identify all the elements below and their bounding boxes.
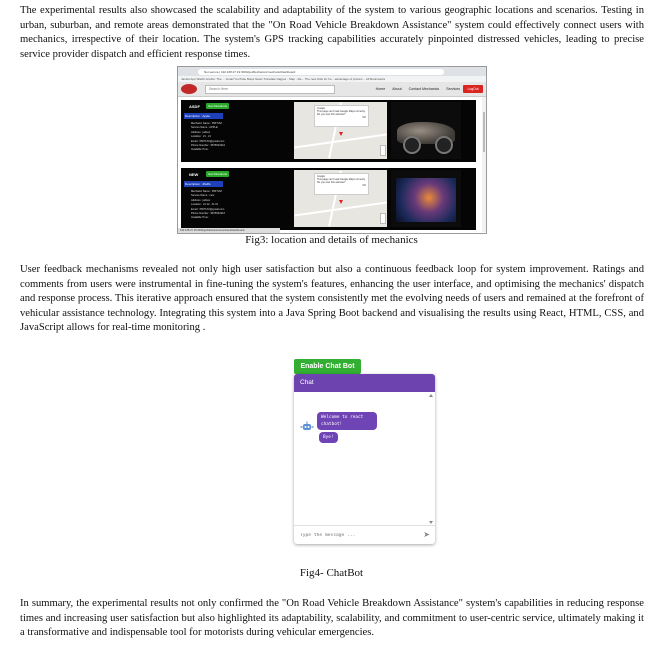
chat-scrollbar[interactable] bbox=[429, 394, 433, 524]
url-field[interactable]: Not secure | 192.168.27.19:3000/getMechanics/mechanicDashboard bbox=[198, 69, 444, 75]
browser-status-bar: 192.168.27.19:3000/getMechanics/mechanicDashboard bbox=[178, 228, 280, 233]
bot-message: Welcome to react chatbot! bbox=[317, 412, 377, 430]
wheel-icon bbox=[403, 136, 421, 154]
map-error-dialog bbox=[314, 105, 369, 127]
detail-line: Available Time : bbox=[191, 216, 210, 220]
message-input[interactable] bbox=[300, 530, 410, 540]
get-directions-button[interactable]: Get Directions bbox=[208, 172, 228, 176]
map-view[interactable] bbox=[294, 170, 387, 227]
scroll-down-icon[interactable] bbox=[429, 521, 433, 524]
search-input[interactable]: Search Here bbox=[205, 85, 335, 94]
detail-line: Location : 21.12 , 21.01 bbox=[191, 203, 219, 207]
enable-chatbot-button[interactable]: Enable Chat Bot bbox=[294, 359, 361, 374]
detail-line: Mechanic Name : PRITHVI bbox=[191, 122, 223, 125]
app-logo[interactable] bbox=[181, 84, 197, 94]
get-directions-button[interactable]: Get Directions bbox=[208, 104, 228, 108]
nav-about[interactable]: About bbox=[392, 87, 402, 91]
location-pin-icon bbox=[339, 132, 343, 136]
mechanic-description: Description : dfsdfs bbox=[184, 181, 223, 187]
figure-chatbot bbox=[293, 359, 436, 544]
mechanic-photo bbox=[391, 170, 461, 227]
mechanic-details bbox=[191, 122, 225, 153]
mechanic-description: Description : Apple bbox=[184, 113, 223, 119]
mechanic-card bbox=[181, 100, 476, 162]
detail-line: Address : jalloun bbox=[191, 130, 211, 134]
detail-line: Service Name : APPLE bbox=[191, 126, 218, 130]
map-popup-title: Google bbox=[317, 107, 326, 110]
bot-avatar-icon bbox=[300, 421, 314, 433]
map-zoom-control[interactable] bbox=[380, 145, 386, 156]
browser-address-bar bbox=[178, 67, 486, 76]
nav-services[interactable]: Services bbox=[446, 87, 460, 91]
figure-4-caption: Fig4- ChatBot bbox=[299, 567, 364, 579]
map-popup-text: This page can't load Google Maps correctly. bbox=[317, 178, 366, 181]
detail-line: Location : 21 , 21 bbox=[191, 135, 211, 139]
paragraph-summary: In summary, the experimental results not only confirmed the "On Road Vehicle Breakdown Assistance" system's capabilities in reducing response times and increasing user satisfaction but also highlighted its adaptability, scalability, and commitment to user-centric service, ultimately making it a transformative and indispensable tool for motorists during vehicular emergencies. bbox=[20, 598, 644, 639]
map-popup-ok-button[interactable]: OK bbox=[362, 184, 366, 187]
detail-line: Service Name : new bbox=[191, 194, 215, 198]
map-popup-sub: Do you own this website? bbox=[317, 113, 346, 116]
scene-image-icon bbox=[396, 178, 456, 222]
chat-input-bar bbox=[294, 525, 435, 544]
paragraph-feedback: User feedback mechanisms revealed not only high user satisfaction but also a continuous feedback loop for system improvement. Ratings and comments from users were instrumental in fine-tuning the system's features, enhancing the user interface, and optimising the mechanics' dispatch and response process. This iterative approach ensured that the system consistently met the evolving needs of users and remained at the forefront of vehicular assistance technology. Integrating this system into a Java Spring Boot backend and visualising the results using React, HTML, CSS, and JavaScript allows for real-time monitoring . bbox=[20, 264, 644, 334]
chat-header: Chat bbox=[294, 374, 435, 392]
app-navbar bbox=[178, 82, 486, 97]
detail-line: Address : jalloun bbox=[191, 198, 211, 202]
detail-line: Mechanic Name : PRITHVI bbox=[191, 190, 223, 193]
chat-window bbox=[294, 374, 435, 544]
mechanic-details bbox=[191, 190, 225, 221]
bookmarks-bar[interactable]: Jamkit App Watch Anubis: The ... Gmail YouTube Maps News Translate Nagpur - Map - Re... The new Kids for ho... advantage of prolunc... All Bookmarks bbox=[178, 76, 486, 82]
mechanic-card-title: NEW bbox=[189, 172, 199, 177]
nav-links bbox=[370, 82, 460, 96]
location-pin-icon bbox=[339, 200, 343, 204]
figure-mechanics-dashboard bbox=[177, 66, 487, 234]
paragraph-results: The experimental results also showcased the scalability and adaptability of the system to various geographic locations and scenarios. Testing in urban, suburban, and remote areas demonstrated that the "On Road Vehicle Breakdown Assistance" system could effectively connect users with mechanics, irrespective of their location. The system's GPS tracking capabilities accurately pinpointed distressed vehicles, leading to precise service provider dispatch and efficient response times. bbox=[20, 5, 644, 60]
detail-line: Email : PRITHVI@gmail.com bbox=[191, 139, 225, 143]
detail-line: Phone Number : 9876543210 bbox=[191, 212, 226, 216]
detail-line: Email : PRITHVI@gmail.com bbox=[191, 207, 225, 211]
map-error-dialog bbox=[314, 173, 369, 195]
map-popup-ok-button[interactable]: OK bbox=[362, 116, 366, 119]
nav-contact-mechanics[interactable]: Contact Mechanics bbox=[408, 87, 440, 91]
send-icon[interactable]: ➤ bbox=[423, 530, 430, 539]
logout-button[interactable]: LogOut bbox=[463, 85, 483, 93]
map-popup-text: This page can't load Google Maps correctly. bbox=[317, 110, 366, 113]
detail-line: Phone Number : 9876543210 bbox=[191, 144, 226, 148]
map-popup-sub: Do you own this website? bbox=[317, 181, 346, 184]
nav-home[interactable]: Home bbox=[375, 87, 386, 91]
detail-line: Available Time : bbox=[191, 148, 210, 152]
mechanic-card-title: ASDF bbox=[189, 104, 200, 109]
wheel-icon bbox=[435, 136, 453, 154]
map-popup-title: Google bbox=[317, 175, 326, 178]
bot-message: Bye! bbox=[319, 432, 338, 443]
map-zoom-control[interactable] bbox=[380, 213, 386, 224]
page-scrollbar[interactable] bbox=[482, 97, 486, 232]
scroll-up-icon[interactable] bbox=[429, 394, 433, 397]
map-view[interactable] bbox=[294, 102, 387, 159]
figure-3-caption: Fig3: location and details of mechanics bbox=[245, 234, 418, 246]
mechanic-card bbox=[181, 168, 476, 230]
mechanic-photo bbox=[391, 102, 461, 159]
